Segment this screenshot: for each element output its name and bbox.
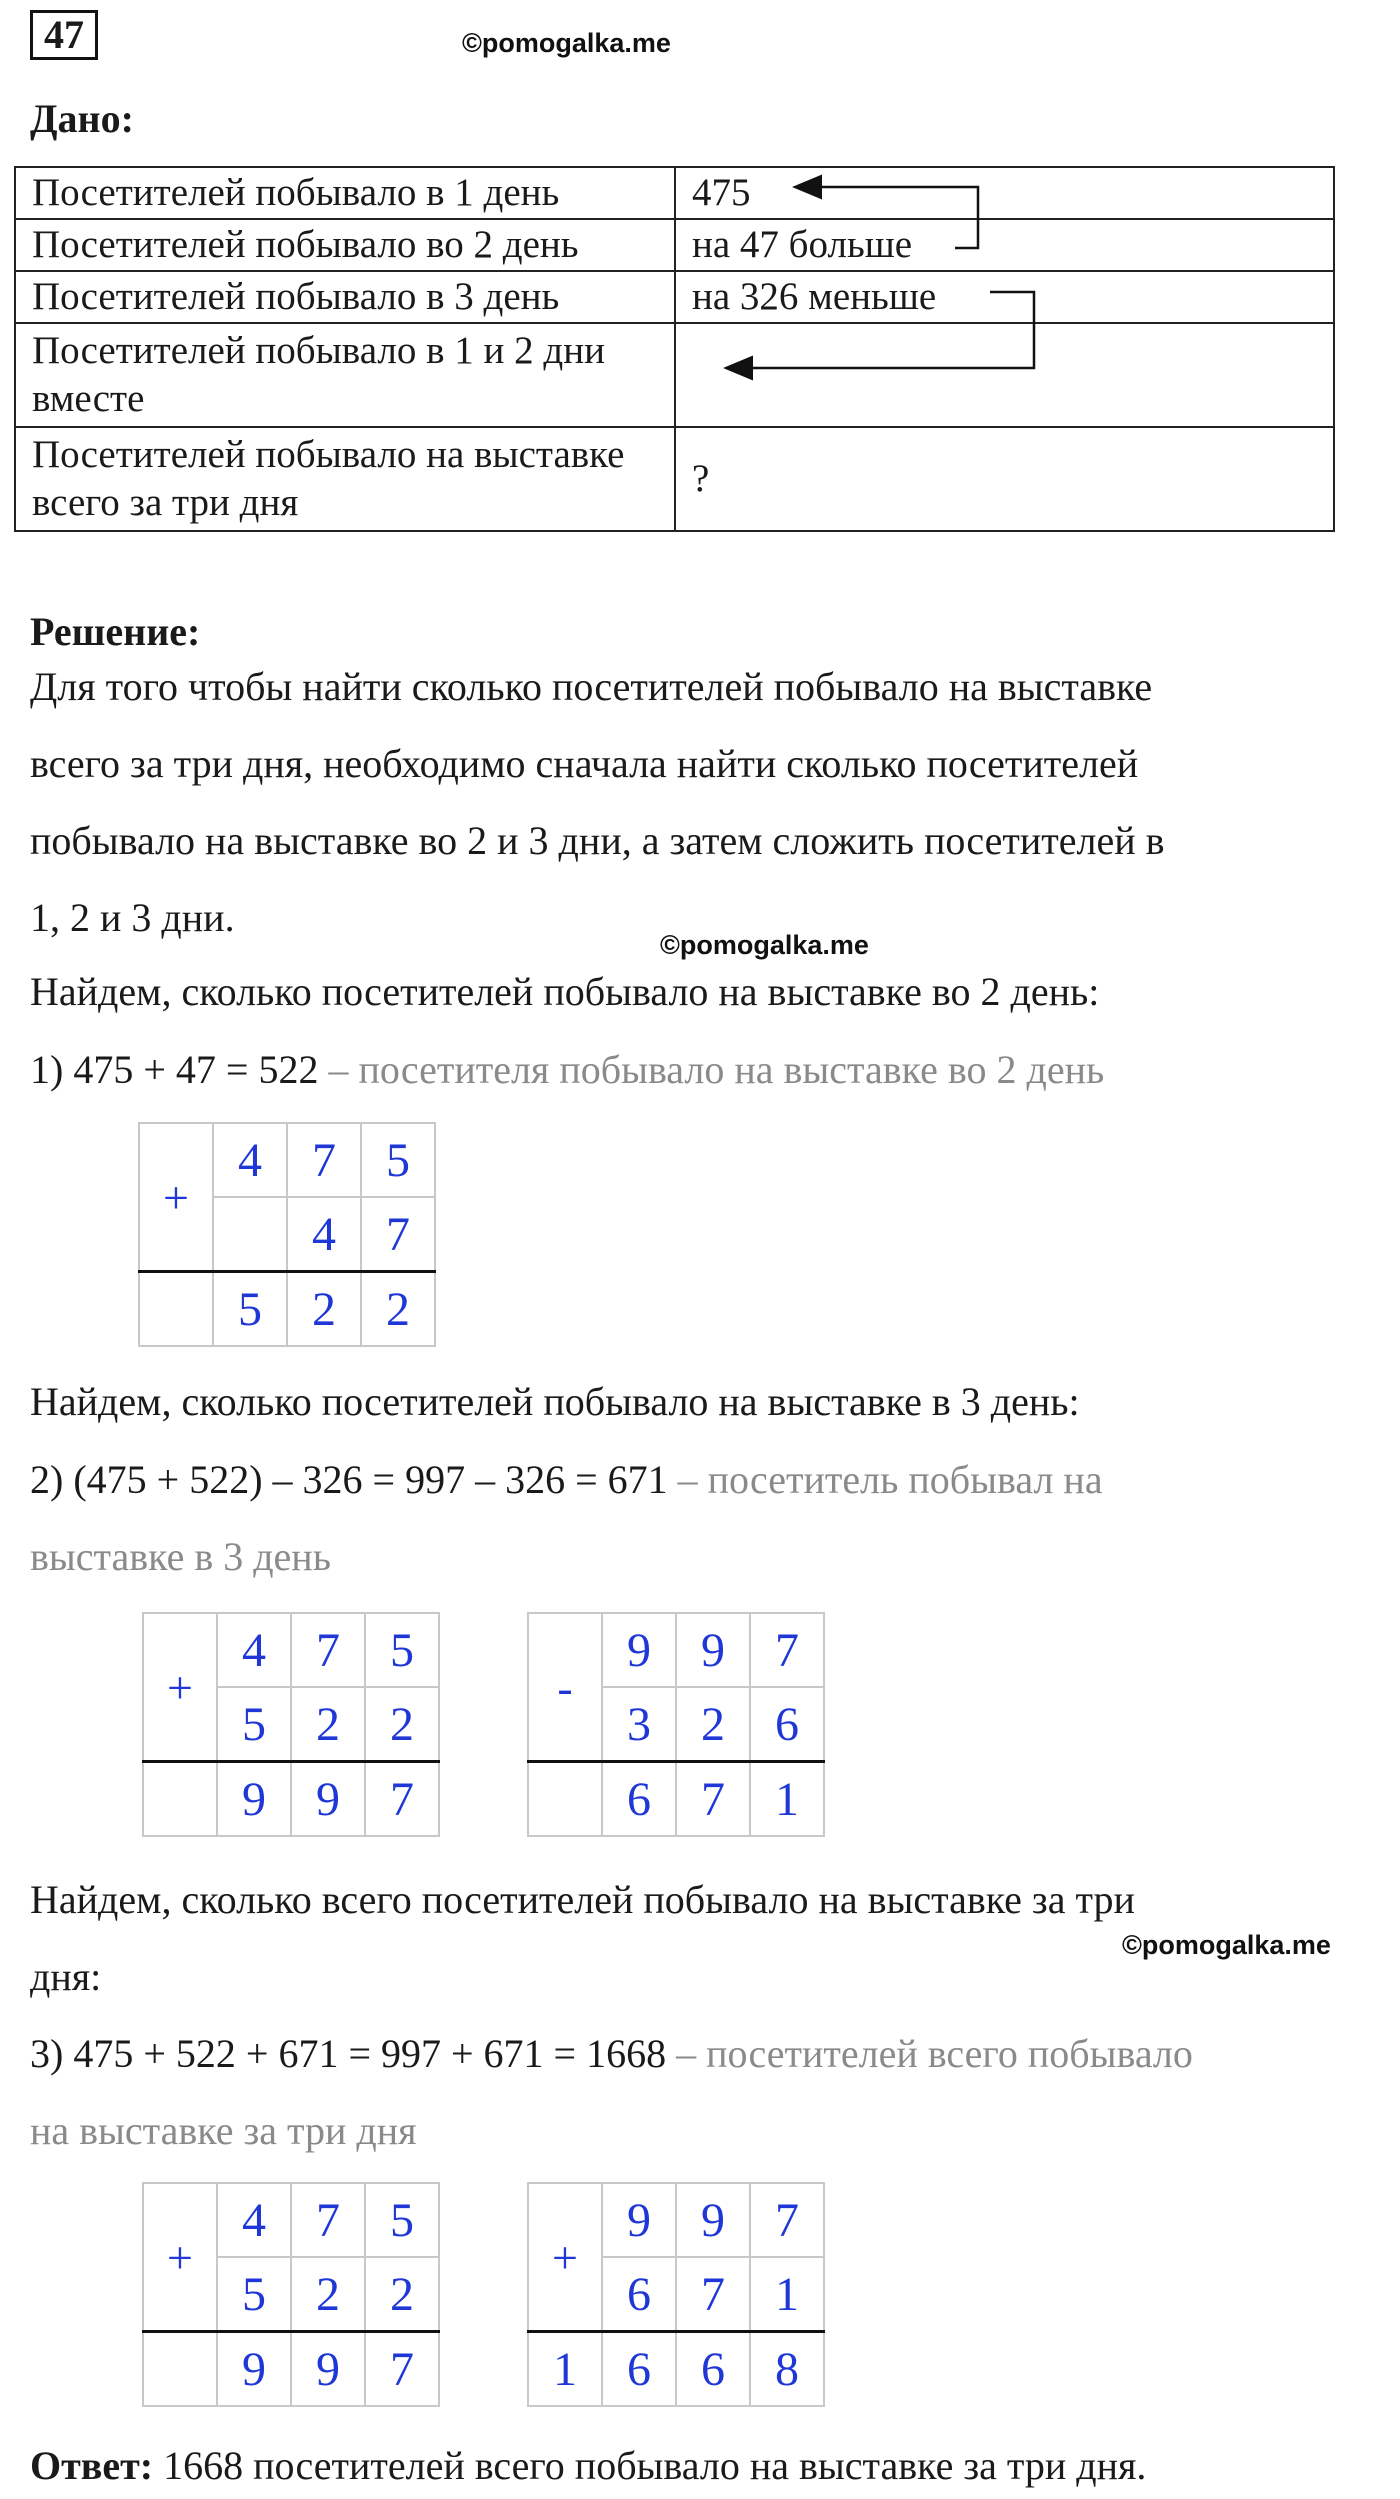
- digit-cell: 2: [291, 1687, 365, 1762]
- digit-cell: 6: [676, 2332, 750, 2407]
- operator-sign: -: [528, 1613, 602, 1762]
- table-cell: Посетителей побывало в 1 и 2 дни вместе: [15, 323, 675, 427]
- digit-cell: [213, 1197, 287, 1272]
- table-cell: ?: [675, 427, 1334, 531]
- equation-note: – посетителя побывало на выставке во 2 день: [318, 1047, 1105, 1092]
- digit-cell: [139, 1272, 213, 1347]
- digit-cell: 7: [291, 1613, 365, 1687]
- digit-cell: 9: [676, 1613, 750, 1687]
- equation-text: 3) 475 + 522 + 671 = 997 + 671 = 1668: [30, 2031, 667, 2076]
- equation-text: 2) (475 + 522) – 326 = 997 – 326 = 671: [30, 1457, 668, 1502]
- solution-intro-line-3: побывало на выставке во 2 и 3 дни, а затем сложить посетителей в: [30, 818, 1165, 863]
- operator-sign: +: [139, 1123, 213, 1272]
- digit-cell: 6: [602, 2257, 676, 2332]
- operator-sign: +: [528, 2183, 602, 2332]
- digit-cell: 2: [365, 2257, 439, 2332]
- digit-cell: 2: [361, 1272, 435, 1347]
- equation-note: – посетителей всего побывало: [666, 2031, 1193, 2076]
- column-addition-grid-4: [527, 2182, 825, 2407]
- column-addition-grid-1: [138, 1122, 436, 1347]
- digit-cell: 4: [217, 1613, 291, 1687]
- digit-cell: 5: [217, 1687, 291, 1762]
- digit-cell: 5: [361, 1123, 435, 1197]
- digit-cell: 7: [750, 1613, 824, 1687]
- table-cell: на 326 меньше: [675, 271, 1334, 323]
- reference-arrows: [0, 0, 1400, 560]
- watermark: ©pomogalka.me: [462, 28, 671, 58]
- digit-cell: 7: [287, 1123, 361, 1197]
- digit-cell: 9: [291, 2332, 365, 2407]
- table-cell: Посетителей побывало во 2 день: [15, 219, 675, 271]
- digit-cell: 7: [750, 2183, 824, 2257]
- digit-cell: 7: [676, 2257, 750, 2332]
- arrow-day3-to-sum: [728, 292, 1034, 368]
- operator-sign: +: [143, 2183, 217, 2332]
- digit-cell: 6: [602, 2332, 676, 2407]
- problem-number: 47: [30, 10, 98, 60]
- digit-cell: 9: [602, 2183, 676, 2257]
- table-cell: Посетителей побывало в 3 день: [15, 271, 675, 323]
- step2-intro: Найдем, сколько посетителей побывало на выставке в 3 день:: [30, 1379, 1080, 1424]
- equation-note-continued: на выставке за три дня: [30, 2108, 417, 2153]
- digit-cell: 5: [213, 1272, 287, 1347]
- digit-cell: 9: [676, 2183, 750, 2257]
- digit-cell: 6: [750, 1687, 824, 1762]
- digit-cell: 5: [365, 1613, 439, 1687]
- digit-cell: 7: [676, 1762, 750, 1837]
- step1-intro: Найдем, сколько посетителей побывало на выставке во 2 день:: [30, 969, 1100, 1014]
- given-label: Дано:: [30, 96, 134, 141]
- digit-cell: [143, 1762, 217, 1837]
- digit-cell: 1: [750, 1762, 824, 1837]
- table-cell: Посетителей побывало в 1 день: [15, 167, 675, 219]
- answer-text: 1668 посетителей всего побывало на выставке за три дня.: [153, 2443, 1147, 2488]
- equation-note-continued: выставке в 3 день: [30, 1534, 331, 1579]
- digit-cell: 4: [217, 2183, 291, 2257]
- digit-cell: 7: [365, 2332, 439, 2407]
- digit-cell: 7: [291, 2183, 365, 2257]
- digit-cell: 1: [528, 2332, 602, 2407]
- operator-sign: +: [143, 1613, 217, 1762]
- step3-intro-line-1: Найдем, сколько всего посетителей побывало на выставке за три: [30, 1877, 1135, 1922]
- solution-intro-line-2: всего за три дня, необходимо сначала найти сколько посетителей: [30, 741, 1139, 786]
- digit-cell: 3: [602, 1687, 676, 1762]
- answer-label: Ответ:: [30, 2443, 154, 2488]
- arrow-day2-to-day1: [797, 187, 978, 248]
- step3-equation: [30, 2030, 1193, 2077]
- watermark: ©pomogalka.me: [1122, 1930, 1331, 1960]
- solution-intro-line-4: 1, 2 и 3 дни.: [30, 895, 235, 940]
- answer: [30, 2442, 1146, 2489]
- digit-cell: 7: [365, 1762, 439, 1837]
- digit-cell: 9: [217, 2332, 291, 2407]
- solution-intro-line-1: Для того чтобы найти сколько посетителей побывало на выставке: [30, 664, 1153, 709]
- digit-cell: 2: [291, 2257, 365, 2332]
- digit-cell: 2: [287, 1272, 361, 1347]
- equation-text: 1) 475 + 47 = 522: [30, 1047, 319, 1092]
- equation-note: – посетитель побывал на: [667, 1457, 1103, 1502]
- solution-label: Решение:: [30, 609, 201, 654]
- column-subtraction-grid: [527, 1612, 825, 1837]
- table-cell: Посетителей побывало на выставке всего за три дня: [15, 427, 675, 531]
- digit-cell: 6: [602, 1762, 676, 1837]
- step2-equation: [30, 1456, 1103, 1503]
- column-addition-grid-3: [142, 2182, 440, 2407]
- watermark: ©pomogalka.me: [660, 930, 869, 960]
- digit-cell: [143, 2332, 217, 2407]
- digit-cell: 1: [750, 2257, 824, 2332]
- table-cell: 475: [675, 167, 1334, 219]
- digit-cell: 2: [676, 1687, 750, 1762]
- digit-cell: 4: [213, 1123, 287, 1197]
- column-addition-grid-2: [142, 1612, 440, 1837]
- step3-intro-line-2: дня:: [30, 1954, 102, 1999]
- digit-cell: 9: [602, 1613, 676, 1687]
- digit-cell: 8: [750, 2332, 824, 2407]
- digit-cell: 5: [217, 2257, 291, 2332]
- table-cell: на 47 больше: [675, 219, 1334, 271]
- digit-cell: 5: [365, 2183, 439, 2257]
- digit-cell: 7: [361, 1197, 435, 1272]
- digit-cell: 2: [365, 1687, 439, 1762]
- step1-equation: [30, 1046, 1104, 1093]
- digit-cell: [528, 1762, 602, 1837]
- digit-cell: 9: [291, 1762, 365, 1837]
- digit-cell: 9: [217, 1762, 291, 1837]
- digit-cell: 4: [287, 1197, 361, 1272]
